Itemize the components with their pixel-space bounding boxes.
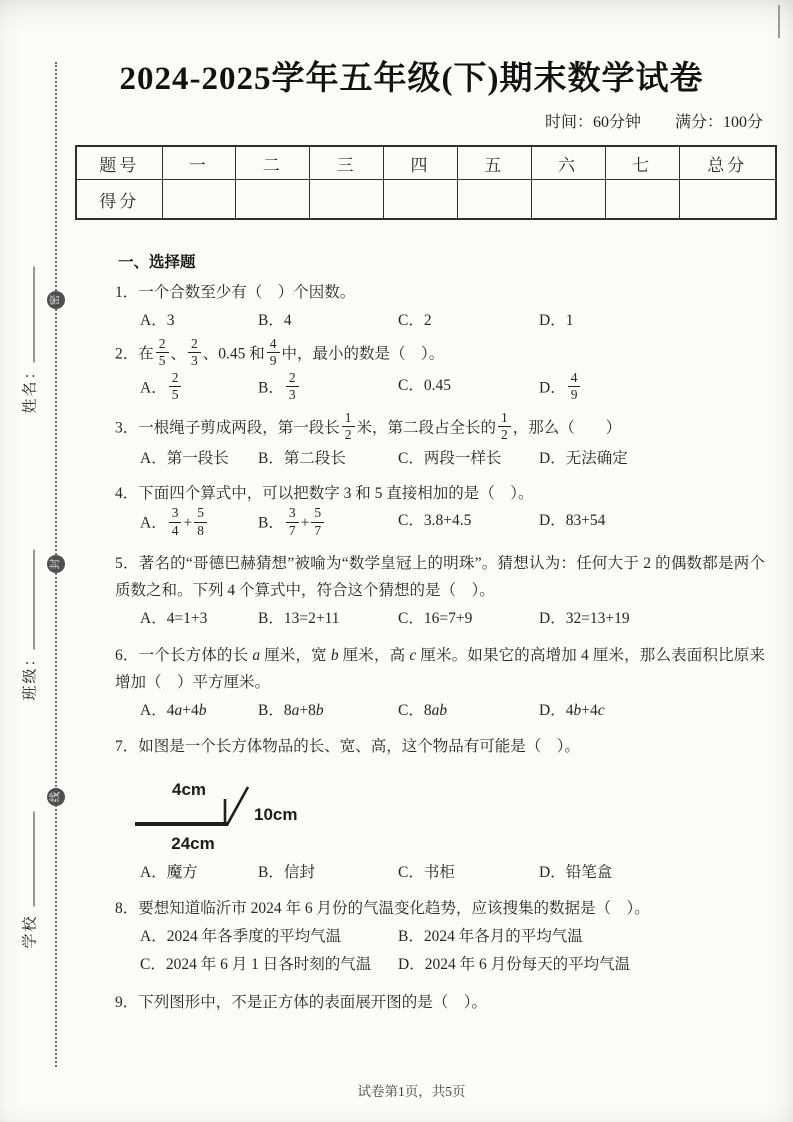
class-field-label: 班级： <box>22 649 39 701</box>
fraction: $\frac{5}{7}$ <box>309 505 326 538</box>
section-title: 一、选择题 <box>118 254 196 271</box>
fraction: $\frac{4}{9}$ <box>265 336 282 369</box>
question-text: 5．著名的“哥德巴赫猜想”被喻为“数学皇冠上的明珠”。猜想认为：任何大于 2 的偶数都是两个质数之和。下列 4 个算式中，符合这个猜想的是（ ）。 <box>115 554 765 600</box>
score-table-col-6: 六 <box>531 146 605 180</box>
option-D: D．铅笔盒 <box>539 863 613 881</box>
question-text: 4．下面四个算式中，可以把数字 3 和 5 直接相加的是（ ）。 <box>115 484 534 502</box>
option-C: C．3.8+4.5 <box>398 512 472 530</box>
time-limit-label: 时间：60分钟 <box>544 114 641 131</box>
question-1 <box>115 279 765 334</box>
options-row <box>140 697 765 725</box>
score-table-header-row <box>76 146 776 180</box>
question-text: 8．要想知道临沂市 2024 年 6 月份的气温变化趋势，应该搜集的数据是（ ）。 <box>115 900 650 918</box>
option-C: C．2024 年 6 月 1 日各时刻的气温 <box>140 955 372 973</box>
score-cell-8 <box>679 180 776 220</box>
options-row <box>140 445 765 473</box>
figure-width-label: 4cm <box>171 779 207 799</box>
score-cell-1 <box>162 180 236 220</box>
fraction: $\frac{3}{4}$ <box>167 505 184 538</box>
fraction: $\frac{2}{5}$ <box>167 370 184 403</box>
question-text: 9．下列图形中，不是正方体的表面展开图的是（ ）。 <box>115 994 488 1012</box>
figure-length-label: 24cm <box>171 833 215 853</box>
option-D: D．1 <box>539 311 574 329</box>
school-field-label: 学校 <box>22 914 39 949</box>
figure-height-label: 10cm <box>254 804 298 824</box>
option-B: B．4 <box>258 311 292 329</box>
options-row <box>140 605 765 633</box>
full-score-label: 满分：100分 <box>674 114 763 131</box>
question-6 <box>115 642 765 725</box>
score-table-corner: 题号 <box>76 146 162 180</box>
option-C: C．2 <box>398 311 432 329</box>
option-C: C．0.45 <box>398 376 451 394</box>
school-blank-line <box>19 811 35 906</box>
fraction: $\frac{5}{8}$ <box>192 505 209 538</box>
score-cell-5 <box>457 180 531 220</box>
score-cell-3 <box>310 180 384 220</box>
question-2 <box>115 338 765 405</box>
score-table <box>75 145 777 220</box>
class-field <box>19 549 40 700</box>
question-text: 1．一个合数至少有（ ）个因数。 <box>115 284 356 301</box>
option-D: D．无法确定 <box>539 450 628 468</box>
option-A: A．4=1+3 <box>140 609 208 627</box>
option-C: C．书柜 <box>398 863 455 881</box>
options-row <box>140 507 765 540</box>
question-text: 3．一根绳子剪成两段，第一段长 $\frac{1}{2}$ 米，第二段占全长的 $\frac{1}{2}$ ，那么（ ） <box>115 409 622 443</box>
option-B: B．第二段长 <box>258 450 346 468</box>
height-segment <box>227 787 248 825</box>
option-B: B．信封 <box>258 863 315 881</box>
score-table-score-row <box>76 180 776 220</box>
option-B: B．8a+8b <box>258 701 324 719</box>
option-C: C．16=7+9 <box>398 609 473 627</box>
seal-char-mi: 密 <box>47 291 65 309</box>
exam-meta <box>0 99 793 132</box>
option-C: C．两段一样长 <box>398 450 502 468</box>
option-C: C．8ab <box>398 701 448 719</box>
seal-char-xian: 线 <box>47 788 65 806</box>
school-field <box>19 811 40 948</box>
option-D: D．32=13+19 <box>539 609 630 627</box>
option-D: D． $\frac{4}{9}$ <box>539 372 765 405</box>
options-row <box>140 307 765 335</box>
score-table-col-5: 五 <box>457 146 531 180</box>
option-A: A． $\frac{3}{4}$ + $\frac{5}{8}$ <box>140 507 258 540</box>
question-9 <box>115 989 765 1017</box>
dimension-figure <box>127 771 337 857</box>
score-cell-7 <box>605 180 679 220</box>
score-cell-6 <box>531 180 605 220</box>
score-table-col-4: 四 <box>384 146 458 180</box>
questions <box>0 279 793 1017</box>
fraction: $\frac{2}{5}$ <box>154 336 171 369</box>
score-cell-2 <box>236 180 310 220</box>
question-4 <box>115 480 765 541</box>
name-blank-line <box>19 266 35 362</box>
question-8 <box>115 895 765 978</box>
option-A: A．4a+4b <box>140 701 207 719</box>
page-title: 2024-2025学年五年级(下)期末数学试卷 <box>119 61 704 97</box>
question-text: 7．如图是一个长方体物品的长、宽、高，这个物品有可能是（ ）。 <box>115 738 581 756</box>
option-B: B． $\frac{3}{7}$ + $\frac{5}{7}$ <box>258 507 398 540</box>
question-text: 2．在 $\frac{2}{5}$ 、 $\frac{2}{3}$ 、0.45 和 $\frac{4}{9}$ 中，最小的数是（ ）。 <box>115 336 445 369</box>
option-D: D．83+54 <box>539 512 606 530</box>
option-A: A．魔方 <box>140 863 198 881</box>
option-A: A．2024 年各季度的平均气温 <box>140 928 342 946</box>
question-text: 6．一个长方体的长 a 厘米，宽 b 厘米，高 c 厘米。如果它的高增加 4 厘米，那么表面积比原来增加（ ）平方厘米。 <box>115 646 765 692</box>
score-row-label: 得分 <box>76 180 162 220</box>
score-table-col-3: 三 <box>310 146 384 180</box>
option-B: B．2024 年各月的平均气温 <box>398 928 583 946</box>
score-table-col-1: 一 <box>162 146 236 180</box>
score-table-col-7: 七 <box>605 146 679 180</box>
class-blank-line <box>19 549 35 649</box>
score-table-col-8: 总分 <box>679 146 776 180</box>
option-D: D．2024 年 6 月份每天的平均气温 <box>398 955 631 973</box>
option-A: A． $\frac{2}{5}$ <box>140 372 258 405</box>
question-7 <box>115 733 765 886</box>
option-A: A．第一段长 <box>140 450 229 468</box>
score-table-col-2: 二 <box>236 146 310 180</box>
options-row <box>140 923 765 978</box>
fraction: $\frac{2}{3}$ <box>186 336 203 369</box>
option-A: A．3 <box>140 311 175 329</box>
option-B: B． $\frac{2}{3}$ <box>258 372 398 405</box>
options-row <box>140 369 765 405</box>
fraction: $\frac{2}{3}$ <box>284 370 301 403</box>
name-field-label: 姓名： <box>22 362 39 414</box>
scan-edge-mark <box>778 5 780 38</box>
name-field <box>19 266 40 413</box>
options-row <box>140 859 765 887</box>
option-B: B．13=2+11 <box>258 609 340 627</box>
seal-char-feng: 封 <box>47 555 65 573</box>
score-cell-4 <box>384 180 458 220</box>
fraction: $\frac{1}{2}$ <box>496 410 513 443</box>
page-footer: 试卷第1页，共5页 <box>357 1084 466 1099</box>
fraction: $\frac{1}{2}$ <box>340 410 357 443</box>
question-5 <box>115 550 765 633</box>
fraction: $\frac{4}{9}$ <box>566 370 583 403</box>
fraction: $\frac{3}{7}$ <box>284 505 301 538</box>
option-D: D．4b+4c <box>539 701 605 719</box>
question-3 <box>115 409 765 473</box>
